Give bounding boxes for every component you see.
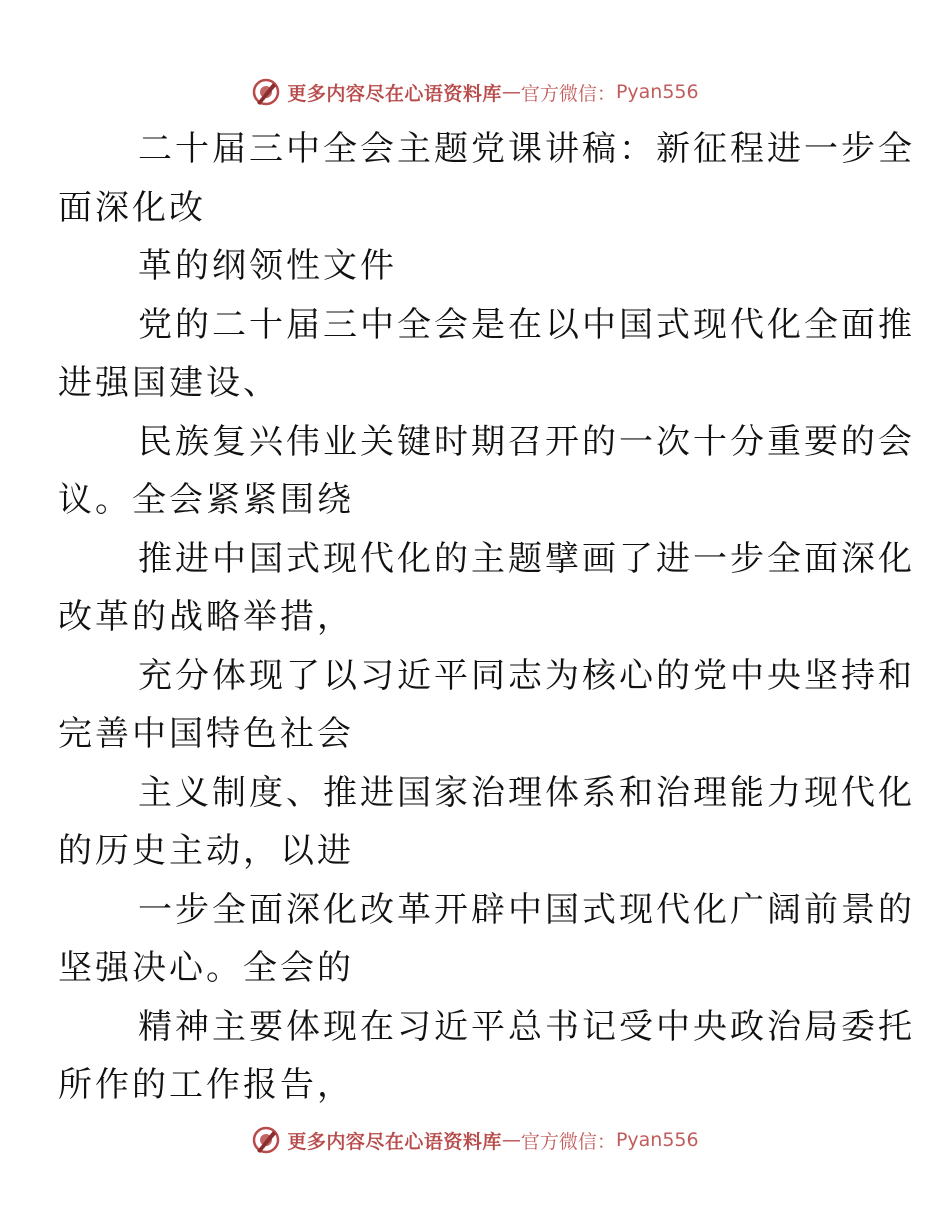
document-body bbox=[58, 120, 915, 1115]
paragraph-line: 革的纲领性文件 bbox=[138, 246, 397, 286]
paragraph-line: 党的二十届三中全会是在以中国式现代化全面推 bbox=[138, 304, 915, 345]
banner-separator: — bbox=[501, 1129, 521, 1151]
paragraph bbox=[58, 296, 915, 413]
paragraph-line: 推进中国式现代化的主题擘画了进一步全面深化 bbox=[138, 538, 915, 579]
paragraph-line: 民族复兴伟业关键时期召开的一次十分重要的会 bbox=[138, 421, 915, 462]
paragraph-line: 议。全会紧紧围绕 bbox=[58, 480, 354, 520]
paragraph-line: 的历史主动，以进 bbox=[58, 831, 354, 871]
paragraph-line: 面深化改 bbox=[58, 187, 206, 228]
paragraph-line: 改革的战略举措， bbox=[58, 597, 354, 637]
quill-logo-icon bbox=[251, 1125, 281, 1155]
quill-logo-icon bbox=[251, 77, 281, 107]
paragraph bbox=[58, 998, 915, 1115]
wechat-label: 官方微信： bbox=[520, 82, 616, 105]
paragraph bbox=[58, 530, 915, 647]
paragraph-line: 坚强决心。全会的 bbox=[58, 948, 354, 988]
paragraph bbox=[58, 413, 915, 530]
paragraph-line: 主义制度、推进国家治理体系和治理能力现代化 bbox=[138, 772, 915, 813]
paragraph bbox=[98, 237, 858, 296]
paragraph-line: 进强国建设、 bbox=[58, 363, 280, 403]
wechat-id: Pyan556 bbox=[615, 81, 699, 103]
paragraph-line: 所作的工作报告， bbox=[58, 1065, 354, 1105]
header-banner bbox=[0, 72, 950, 112]
paragraph bbox=[58, 647, 915, 764]
banner-text: 更多内容尽在心语资料库 bbox=[287, 82, 502, 105]
paragraph bbox=[58, 120, 915, 237]
paragraph-line: 完善中国特色社会 bbox=[58, 714, 354, 754]
paragraph-line: 精神主要体现在习近平总书记受中央政治局委托 bbox=[138, 1006, 915, 1047]
wechat-label: 官方微信： bbox=[520, 1130, 616, 1153]
paragraph-line: 一步全面深化改革开辟中国式现代化广阔前景的 bbox=[138, 889, 915, 930]
banner-separator: — bbox=[501, 81, 521, 103]
paragraph-line: 二十届三中全会主题党课讲稿：新征程进一步全 bbox=[138, 129, 915, 169]
banner-text: 更多内容尽在心语资料库 bbox=[287, 1130, 502, 1153]
footer-banner bbox=[0, 1120, 950, 1160]
paragraph-line: 充分体现了以习近平同志为核心的党中央坚持和 bbox=[138, 655, 915, 696]
paragraph bbox=[58, 764, 915, 881]
paragraph bbox=[58, 881, 915, 998]
wechat-id: Pyan556 bbox=[615, 1129, 699, 1151]
